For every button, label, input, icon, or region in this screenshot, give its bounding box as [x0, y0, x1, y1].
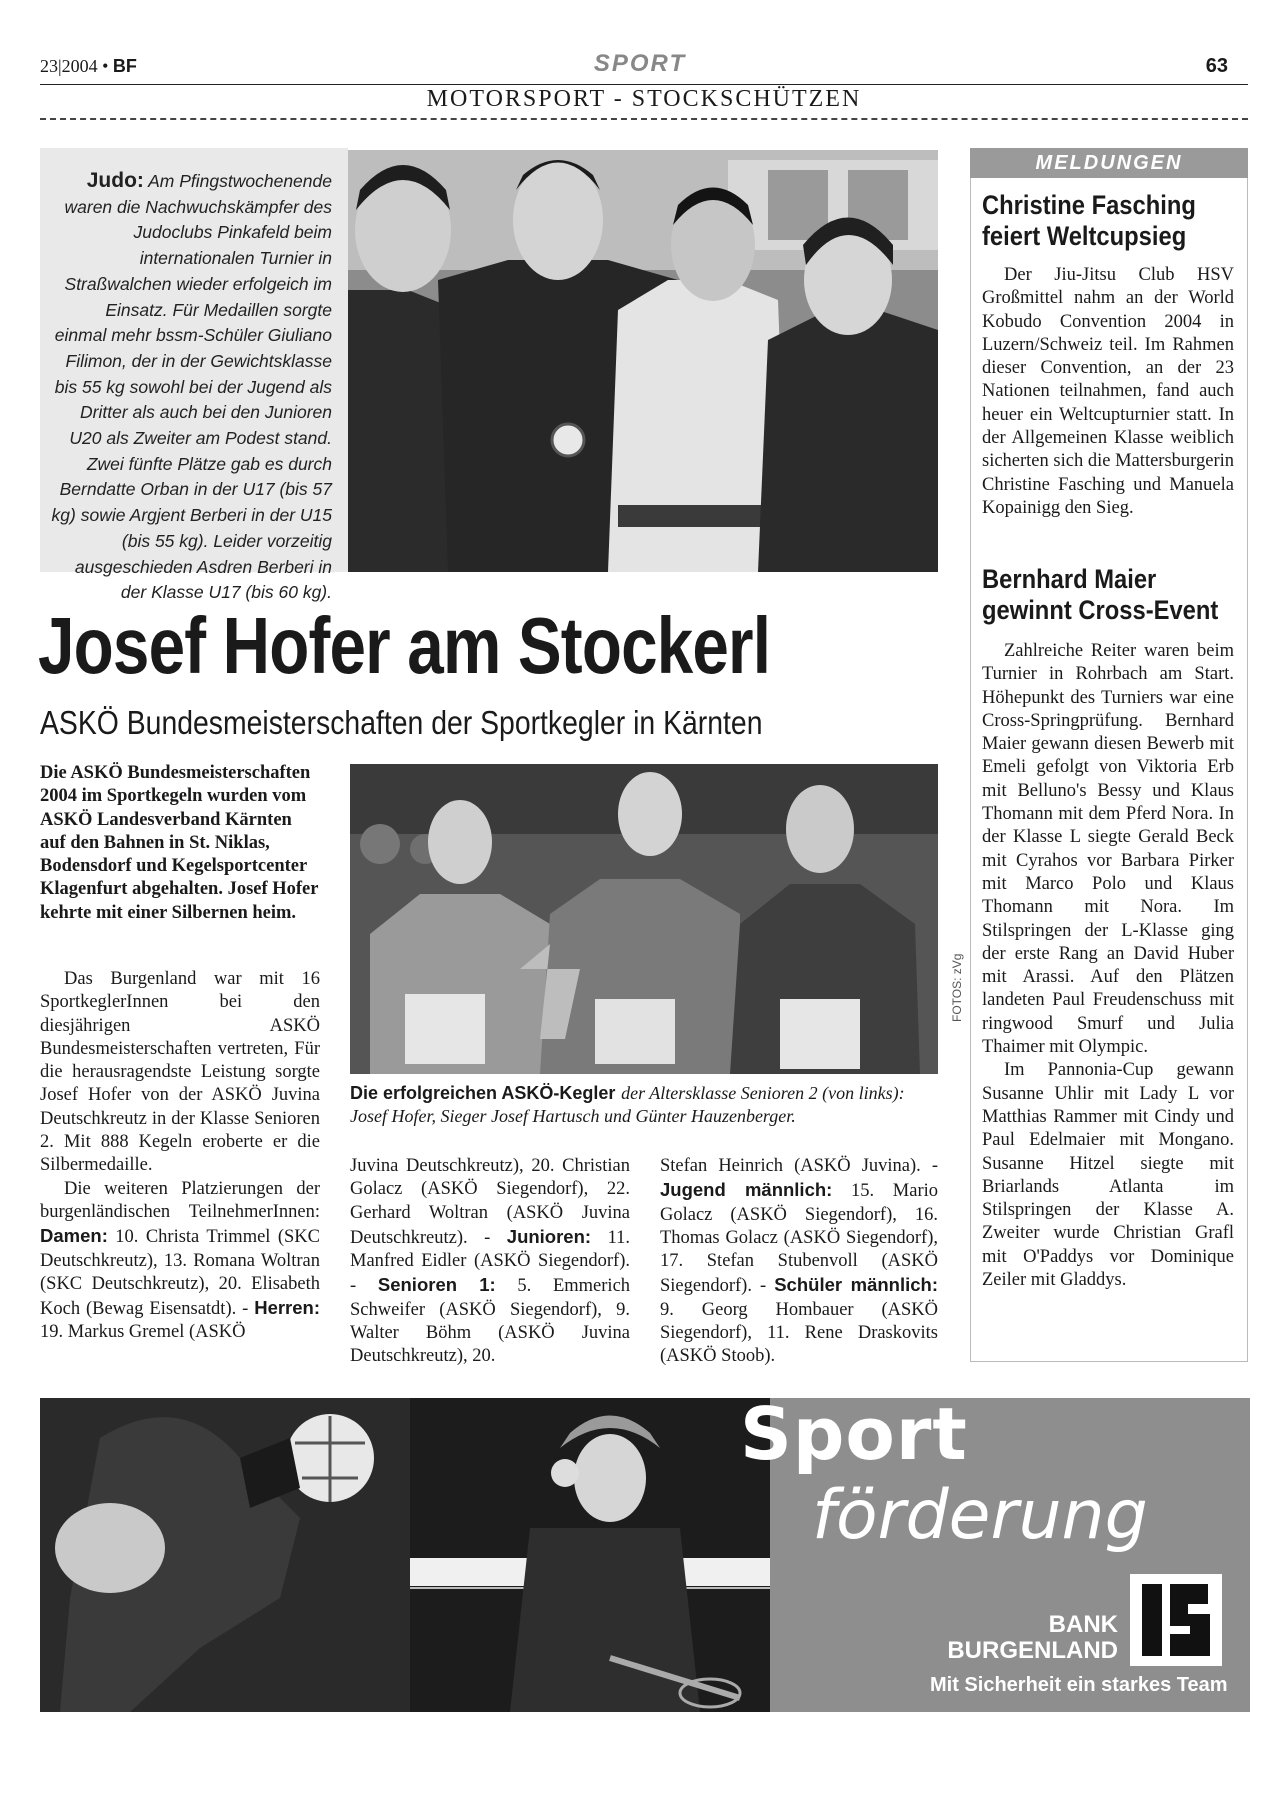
- header-rule: [40, 84, 1248, 85]
- article-paragraph: Das Burgenland war mit 16 SportkeglerInnen bei den diesjährigen ASKÖ Bundesmeisterschaften vertreten, Für die herausragendste Leistung sorgte Josef Hofer von der ASKÖ Juvina Deutschkreutz in der Klasse Senioren 2. Mit 888 Kegeln eroberte er die Silbermedaille.: [40, 969, 320, 1176]
- judo-caption: [50, 168, 332, 606]
- article-column-2: Juvina Deutschkreutz), 20. Christian Golacz (ASKÖ Siegendorf), 22. Gerhard Woltran (ASKÖ Juvina Deutschkreutz). - Junioren: 11. Manfred Eidler (ASKÖ Siegendorf). - Senioren 1: 5. Emmerich Schweifer (ASKÖ Siegendorf), 9. Walter Böhm (ASKÖ Juvina Deutschkreutz), 20.: [350, 1156, 631, 1367]
- issue-number: 23|2004 • BF: [40, 56, 137, 76]
- photo-credit: FOTOS: zVg: [950, 953, 964, 1022]
- sidebar-item2-title: Bernhard Maier gewinnt Cross-Event: [982, 564, 1219, 625]
- article-headline: Josef Hofer am Stockerl: [38, 601, 771, 690]
- bank-slogan: Mit Sicherheit ein starkes Team: [930, 1674, 1228, 1696]
- ad-tennis-image: [410, 1398, 770, 1712]
- bank-logo-icon: [1130, 1574, 1222, 1666]
- judo-team-photo: [348, 150, 938, 572]
- article-paragraph: Die weiteren Platzierungen der burgenländischen TeilnehmerInnen: Damen: 10. Christa Trimmel (SKC Deutschkreutz), 13. Romana Woltran (SKC Deutschkreutz), 20. Elisabeth Koch (Bewag Eisensatdt). - Herren: 19. Markus Gremel (ASKÖ: [40, 1178, 321, 1343]
- bank-name: BANK BURGENLAND: [947, 1611, 1118, 1664]
- kegler-photo: [350, 764, 938, 1074]
- ad-title: Sport: [740, 1392, 968, 1476]
- ad-goalkeeper-image: [40, 1398, 410, 1712]
- page-number: 63: [1205, 55, 1228, 77]
- article-lead: Die ASKÖ Bundesmeisterschaften 2004 im Sportkegeln wurden vom ASKÖ Landesverband Kärnten auf den Bahnen in St. Niklas, Bodensdorf und Kegelsportcenter Klagenfurt abgehalten. Josef Hofer kehrte mit einer Silbernen heim.: [40, 763, 319, 923]
- sidebar-heading: MELDUNGEN: [970, 148, 1248, 178]
- article-subheadline: ASKÖ Bundesmeisterschaften der Sportkegler in Kärnten: [40, 704, 763, 741]
- article-column-3: Stefan Heinrich (ASKÖ Juvina). - Jugend männlich: 15. Mario Golacz (ASKÖ Siegendorf), 16. Thomas Golacz (ASKÖ Siegendorf), 17. Stefan Stubenvoll (ASKÖ Siegendorf). - Schüler männlich: 9. Georg Hombauer (ASKÖ Siegendorf), 11. Rene Draskovits (ASKÖ Stoob).: [660, 1156, 939, 1367]
- paper-name: BF: [112, 56, 137, 76]
- article-column-1: [40, 968, 320, 1345]
- judo-text: Am Pfingstwochenende waren die Nachwuchskämpfer des Judoclubs Pinkafeld beim internationalen Turnier in Straßwalchen wieder erfolgeich im Einsatz. Für Medaillen sorgte einmal mehr bssm-Schüler Giuliano Filimon, der in der Gewichtsklasse bis 55 kg sowohl bei der Jugend als Dritter als auch bei den Junioren U20 als Zweiter am Podest stand. Zwei fünfte Plätze gab es durch Berndatte Orban in der U17 (bis 57 kg) sowie Argjent Berberi in der U15 (bis 55 kg). Leider vorzeitig ausgeschieden Asdren Berberi in der Klasse U17 (bis 60 kg).: [51, 171, 332, 603]
- ad-title-second-line: förderung: [812, 1476, 1148, 1555]
- sidebar-item1-body: Der Jiu-Jitsu Club HSV Großmittel nahm an der World Kobudo Convention 2004 in Luzern/Schweiz teil. Im Rahmen dieser Convention, an der 23 Nationen teilnahmen, fand auch heuer ein Weltcupturnier statt. In der Allgemeinen Klasse weiblich sicherten sich die Mattersburgerin Christine Fasching und Manuela Kopainigg den Sieg.: [982, 265, 1234, 518]
- header-divider: [40, 118, 1248, 120]
- subsection-title: MOTORSPORT - STOCKSCHÜTZEN: [426, 86, 862, 112]
- section-label: SPORT: [593, 50, 687, 77]
- sidebar-item2-body: Zahlreiche Reiter waren beim Turnier in Rohrbach am Start. Höhepunkt des Turniers war eine Cross-Springprüfung. Bernhard Maier gewann diesen Bewerb mit Emeli gefolgt von Viktoria Erb mit Belluno's Bessy und Klaus Thomann mit dem Pferd Nora. In der Klasse L siegte Gerald Beck mit Cyrahos vor Barbara Pirker mit Marco Polo und Klaus Thomann mit Nora. Im Stilspringen der L-Klasse ging der erste Rang an David Huber mit Arassi. Auf den Plätzen landeten Paul Freudenschuss mit ringwood Smurf und Julia Thaimer mit Olympic. Im Pannonia-Cup gewann Susanne Uhlir mit Lady L vor Matthias Rammer mit Cindy und Paul Edelmaier mit Mongano. Susanne Hitzel siegte mit Briarlands Atlanta im Stilspringen der Klasse A. Zweiter wurde Christian Grafl mit O'Paddys vor Dominique Zeiler mit Gladdys.: [982, 641, 1234, 1291]
- judo-lead: Judo:: [86, 169, 144, 192]
- sidebar-item1-title: Christine Fasching feiert Weltcupsieg: [982, 190, 1196, 251]
- kegler-photo-caption: Die erfolgreichen ASKÖ-Kegler der Altersklasse Senioren 2 (von links): Josef Hofer, Sieger Josef Hartusch und Günter Hauzenberger.: [350, 1083, 905, 1126]
